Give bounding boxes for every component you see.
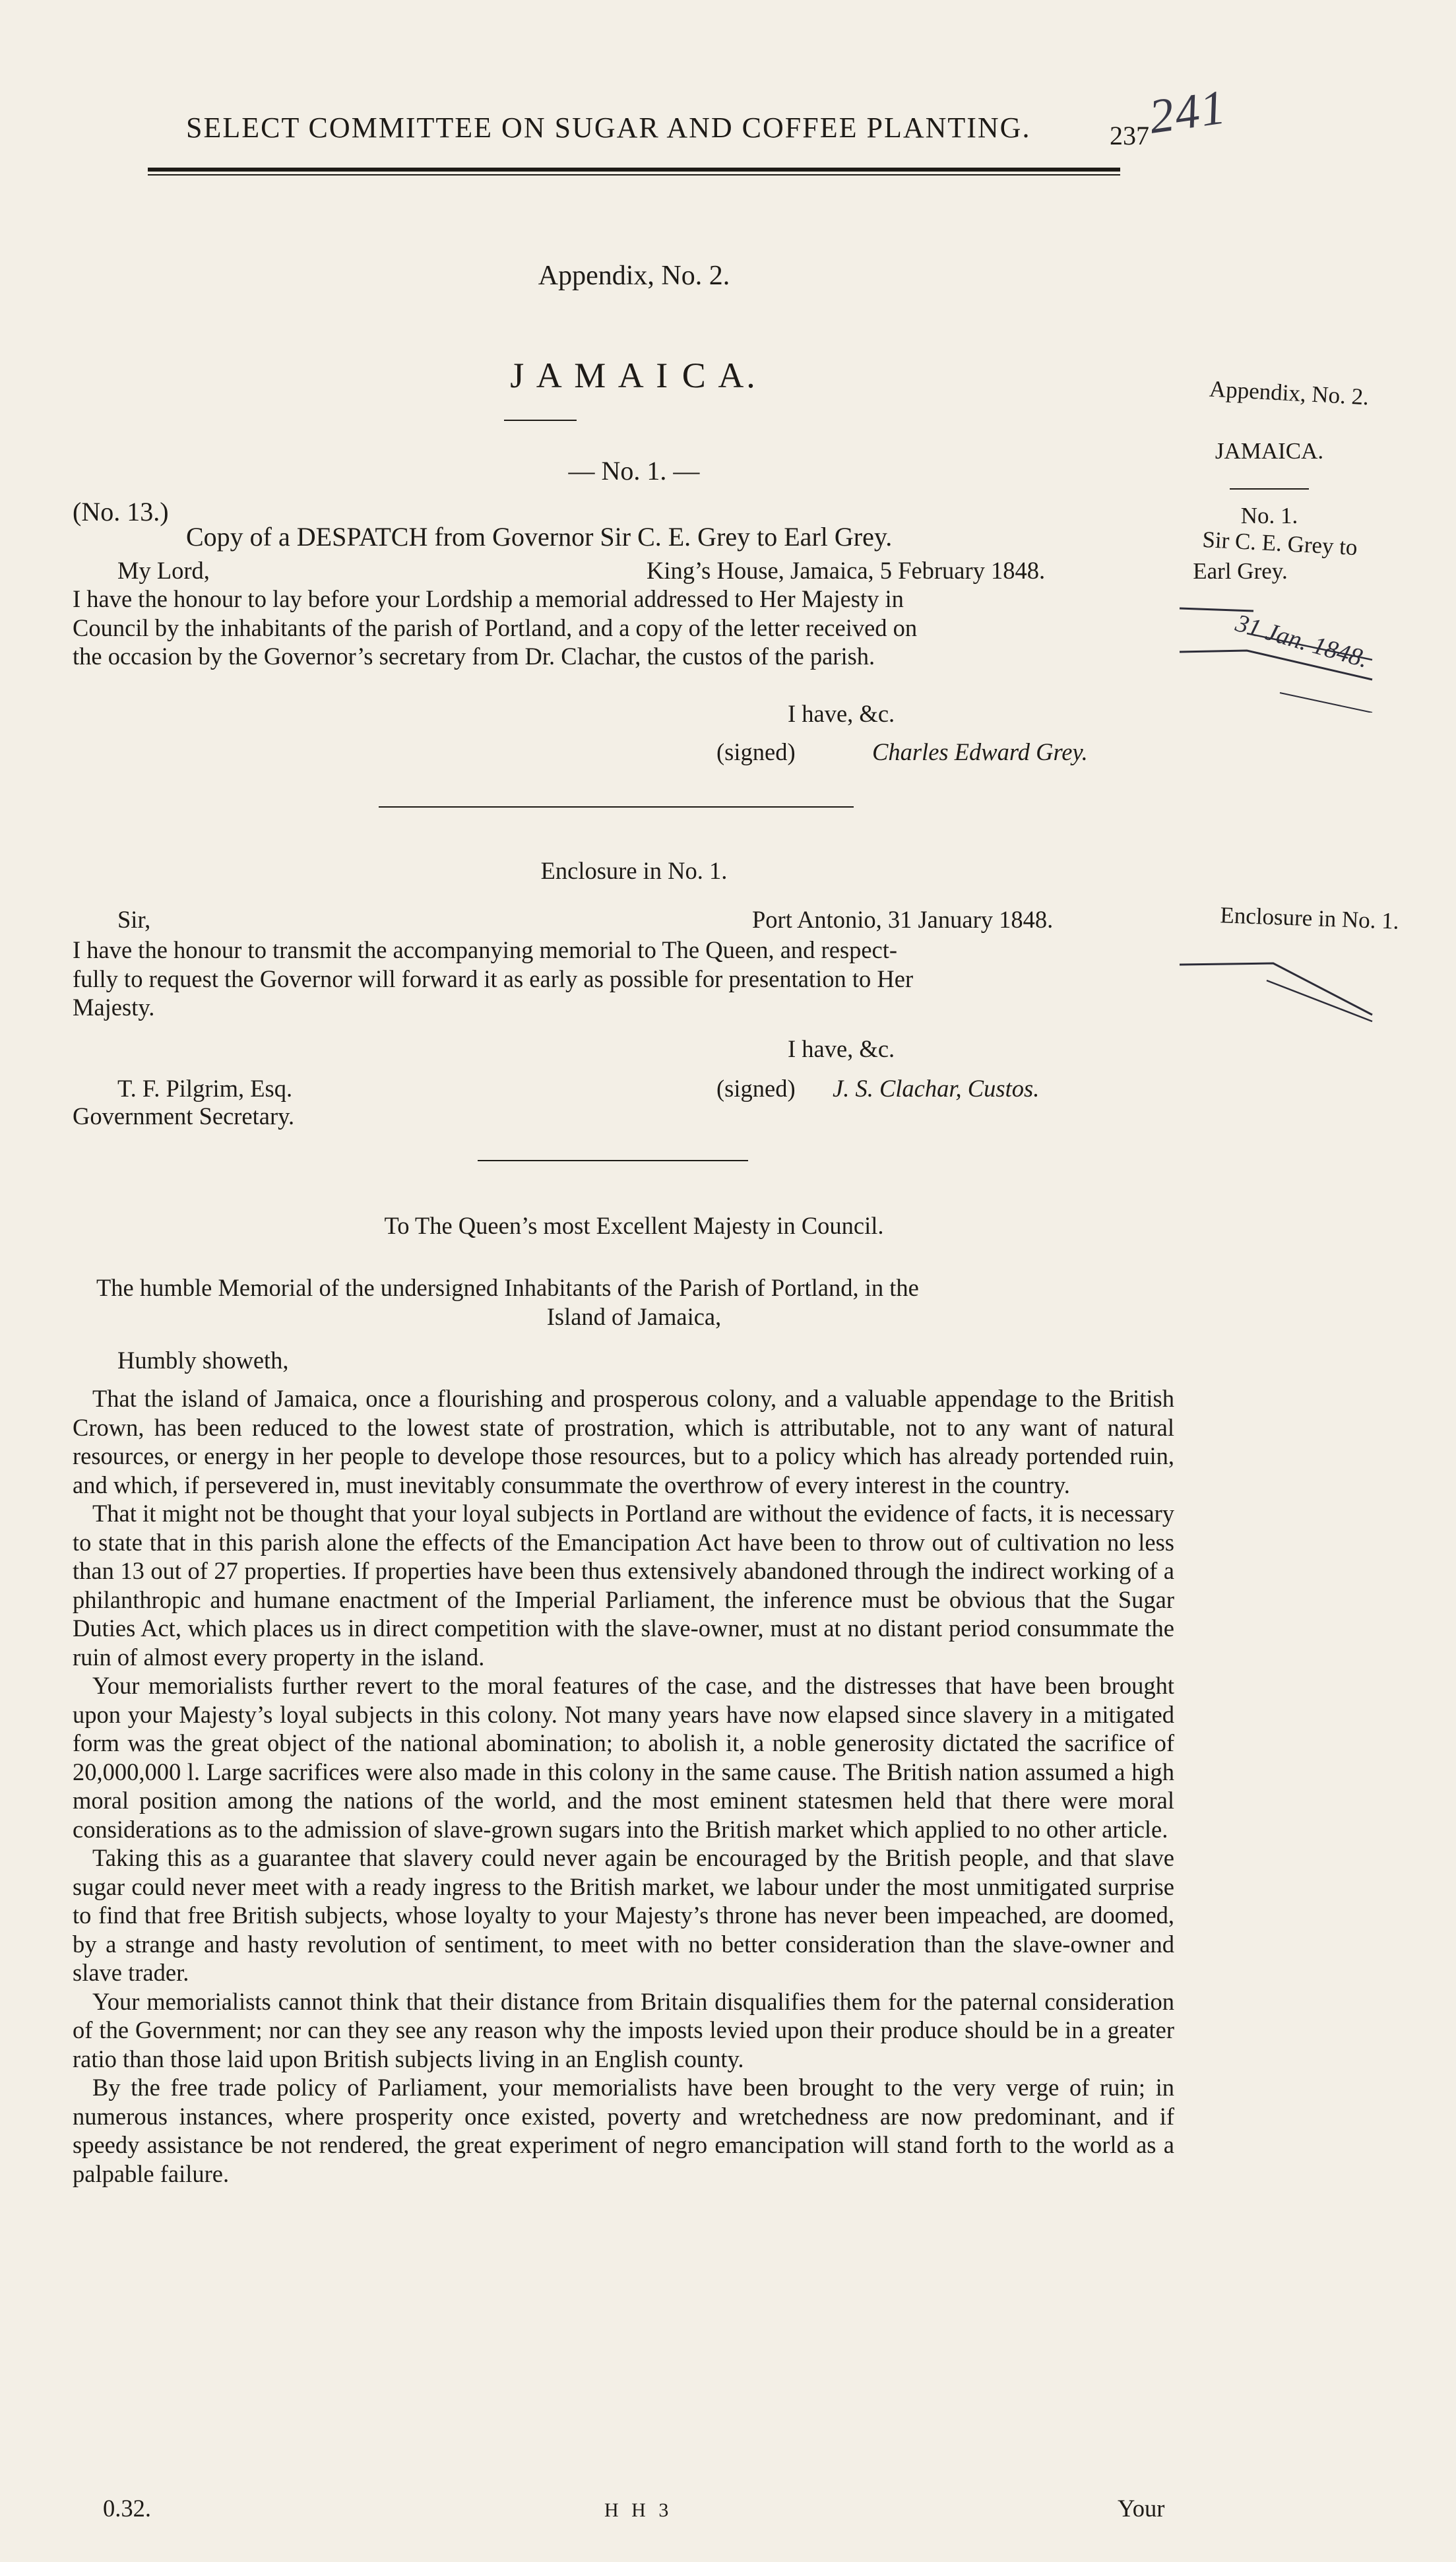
margin-enclosure: Enclosure in No. 1.: [1219, 902, 1400, 934]
signature: Charles Edward Grey.: [872, 738, 1088, 765]
catchword: Your: [1118, 2495, 1165, 2522]
memorial-body: [73, 1384, 1174, 2188]
addressee-title: Government Secretary.: [73, 1103, 295, 1130]
despatch-body: [73, 585, 1164, 671]
margin-to: Earl Grey.: [1193, 558, 1288, 584]
memorial-paragraph: Your memorialists cannot think that their distance from Britain disqualifies them for the paternal consideration of the Government; nor can they see any reason why the imposts levied upon their produce should be in a greater ratio than those laid upon British subjects living in an English county.: [73, 1987, 1174, 2072]
margin-from: Sir C. E. Grey to: [1201, 526, 1358, 561]
margin-no1: No. 1.: [1240, 503, 1298, 528]
enclosure-place-date: Port Antonio, 31 January 1848.: [752, 906, 1054, 933]
place-date: King’s House, Jamaica, 5 February 1848.: [647, 557, 1046, 584]
memorial-paragraph: By the free trade policy of Parliament, your memorialists have been brought to the very verge of ruin; in numerous instances, where prosperity once existed, poverty and wretchedness are now predominant, and if speedy assistance be not rendered, the great experiment of negro emancipation will stand forth to the world as a palpable failure.: [73, 2074, 1174, 2187]
handwritten-page-number: 241: [1145, 80, 1230, 144]
section-divider-2: [478, 1160, 748, 1161]
memorial-intro-2: Island of Jamaica,: [546, 1303, 722, 1330]
enclosure-line: Majesty.: [73, 994, 155, 1021]
region-heading: J A M A I C A.: [510, 356, 758, 395]
memorial-paragraph: Your memorialists further revert to the moral features of the case, and the distresses that have been brought upon your Majesty’s loyal subjects in this colony. Not many years have now elapsed since slavery in a mitigated form was the great object of the national abomination; to abolish it, a noble generosity dictated the sacrifice of 20,000,000 l. Large sacrifices were also made in this colony in the same cause. The British nation assumed a high moral position among the nations of the world, and the most eminent statesmen held that there were moral considerations as to the admission of slave-grown sugars into the British market which applied to no other article.: [73, 1672, 1174, 1843]
despatch-line: the occasion by the Governor’s secretary from Dr. Clachar, the custos of the parish.: [73, 643, 875, 670]
memorial-paragraph: That it might not be thought that your loyal subjects in Portland are without the evidence of facts, it is necessary to state that in this parish alone the effects of the Emancipation Act have been to throw out of cultivation no less than 13 out of 27 properties. If properties have been thus extensively abandoned through the indirect working of a philanthropic and humane enactment of the Imperial Parliament, the inference must be obvious that the Sugar Duties Act, which places us in direct competition with the slave-owner, must at no distant period consummate the ruin of almost every property in the island.: [73, 1500, 1174, 1671]
footer-signature-mark: H H 3: [604, 2499, 673, 2521]
enclosure-salutation: Sir,: [117, 906, 151, 933]
enclosure-signature: J. S. Clachar, Custos.: [833, 1075, 1040, 1102]
salutation: My Lord,: [117, 557, 210, 584]
memorial-paragraph: Taking this as a guarantee that slavery could never again be encouraged by the British people, and that slave sugar could never meet with a ready ingress to the British market, we labour under the most unmitigated surprise to find that free British subjects, whose loyalty to your Majesty’s throne has never been impeached, are doomed, by a strange and hasty revolution of sentiment, to meet with no better consideration than the slave-owner and slave trader.: [73, 1844, 1174, 1986]
addressee: T. F. Pilgrim, Esq.: [117, 1075, 293, 1102]
enclosure-body: [73, 936, 1164, 1022]
enclosure-heading: Enclosure in No. 1.: [540, 857, 728, 884]
appendix-title: Appendix, No. 2.: [538, 261, 730, 291]
region-rule: [504, 420, 577, 421]
memorial-address: To The Queen’s most Excellent Majesty in Council.: [384, 1212, 884, 1239]
despatch-line: I have the honour to lay before your Lordship a memorial addressed to Her Majesty in: [73, 585, 904, 612]
despatch-number: — No. 1. —: [568, 456, 700, 486]
page-number: 237: [1110, 121, 1149, 150]
running-title: SELECT COMMITTEE ON SUGAR AND COFFEE PLANTING.: [186, 112, 1031, 144]
despatch-title: Copy of a DESPATCH from Governor Sir C. E. Grey to Earl Grey.: [186, 522, 893, 552]
enclosure-line: I have the honour to transmit the accompanying memorial to The Queen, and respect-: [73, 936, 898, 963]
margin-rule: [1230, 488, 1309, 490]
memorial-paragraph: That the island of Jamaica, once a flourishing and prosperous colony, and a valuable appendage to the British Crown, has been reduced to the lowest state of prostration, which is attributable, not to any want of natural resources, or energy in her people to develope those resources, but to a policy which has already portended ruin, and which, if persevered in, must inevitably consummate the overthrow of every interest in the country.: [73, 1385, 1174, 1498]
handwritten-date: 31 Jan. 1848.: [1232, 609, 1372, 674]
humbly-showeth: Humbly showeth,: [117, 1347, 289, 1374]
header-rule: [148, 168, 1120, 172]
enclosure-bracket: [1174, 950, 1392, 1036]
signed-label: (signed): [716, 738, 796, 765]
despatch-line: Council by the inhabitants of the parish of Portland, and a copy of the letter received on: [73, 614, 918, 641]
despatch-no: (No. 13.): [73, 497, 169, 527]
enclosure-signed-label: (signed): [716, 1075, 796, 1102]
section-divider: [379, 806, 854, 808]
margin-region: JAMAICA.: [1215, 438, 1324, 464]
enclosure-line: fully to request the Governor will forward it as early as possible for presentation to Her: [73, 965, 914, 992]
enclosure-closing: I have, &c.: [788, 1035, 895, 1062]
footer-reference: 0.32.: [103, 2495, 151, 2522]
closing: I have, &c.: [788, 700, 895, 727]
memorial-intro: The humble Memorial of the undersigned Inhabitants of the Parish of Portland, in the: [96, 1274, 919, 1301]
margin-appendix: Appendix, No. 2.: [1209, 375, 1370, 410]
header-rule-thin: [148, 174, 1120, 176]
